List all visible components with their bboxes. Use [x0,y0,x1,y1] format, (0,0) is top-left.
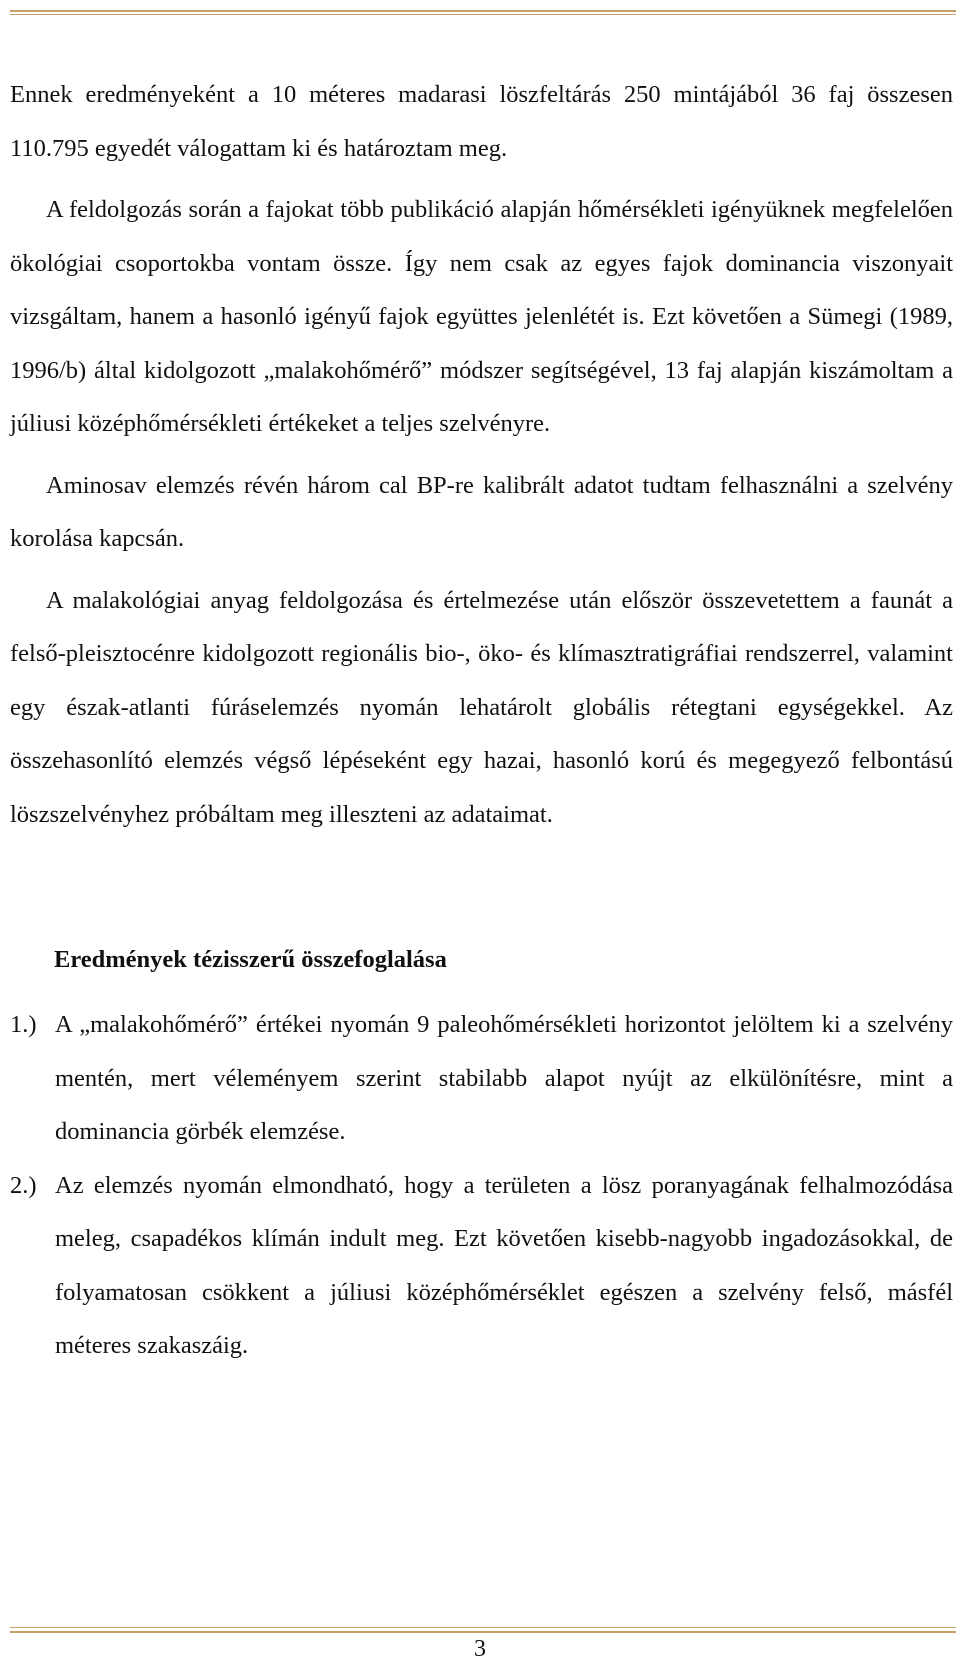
paragraph-2: A feldolgozás során a fajokat több publikáció alapján hőmérsékleti igényüknek megfelelően ökológiai csoportokba vontam össze. Így nem csak az egyes fajok dominancia viszonyait vizsgáltam, hanem a hasonló igényű fajok együttes jelenlétét is. Ezt követően a Sümegi (1989, 1996/b) által kidolgozott „malakohőmérő” módszer segítségével, 13 faj alapján kiszámoltam a júliusi középhőmérsékleti értékeket a teljes szelvényre. [10,196,953,437]
section-heading: Eredmények tézisszerű összefoglalása [54,946,447,973]
paragraph-1: Ennek eredményeként a 10 méteres madarasi löszfeltárás 250 mintájából 36 faj összesen 110.795 egyedét válogattam ki és határoztam meg. [10,81,953,162]
top-border-rule-thin [10,14,956,15]
paragraph-3: Aminosav elemzés révén három cal BP-re kalibrált adatot tudtam felhasználni a szelvény korolása kapcsán. [10,471,953,552]
paragraph-4: A malakológiai anyag feldolgozása és értelmezése után először összevetettem a faunát a felső-pleisztocénre kidolgozott regionális bio-, öko- és klímasztratigráfiai rendszerrel, valamint egy észak-atlanti fúráselemzés nyomán lehatárolt globális rétegtani egységekkel. Az összehasonlító elemzés végső lépéseként egy hazai, hasonló korú és megegyező felbontású löszszelvényhez próbáltam meg illeszteni az adataimat. [10,586,953,828]
list-item-text: A „malakohőmérő” értékei nyomán 9 paleohőmérsékleti horizontot jelöltem ki a szelvény mentén, mert véleményem szerint stabilabb alapot nyújt az elkülönítésre, mint a dominancia görbék elemzése. [55,1011,953,1145]
list-item-number: 1.) [10,1011,37,1038]
page-number: 3 [474,1636,486,1662]
thesis-list [10,998,953,1373]
list-item-text: Az elemzés nyomán elmondható, hogy a területen a lösz poranyagának felhalmozódása meleg, csapadékos klímán indult meg. Ezt követően kisebb-nagyobb ingadozásokkal, de folyamatosan csökkent a júliusi középhőmérséklet egészen a szelvény felső, másfél méteres szakaszáig. [55,1171,953,1359]
list-item [10,1159,953,1373]
bottom-border-rule-thin [10,1627,956,1628]
top-border-rule [10,10,956,12]
bottom-border-rule [10,1631,956,1633]
page-content [10,68,953,1373]
list-item-number: 2.) [10,1171,37,1199]
list-item [10,998,953,1159]
